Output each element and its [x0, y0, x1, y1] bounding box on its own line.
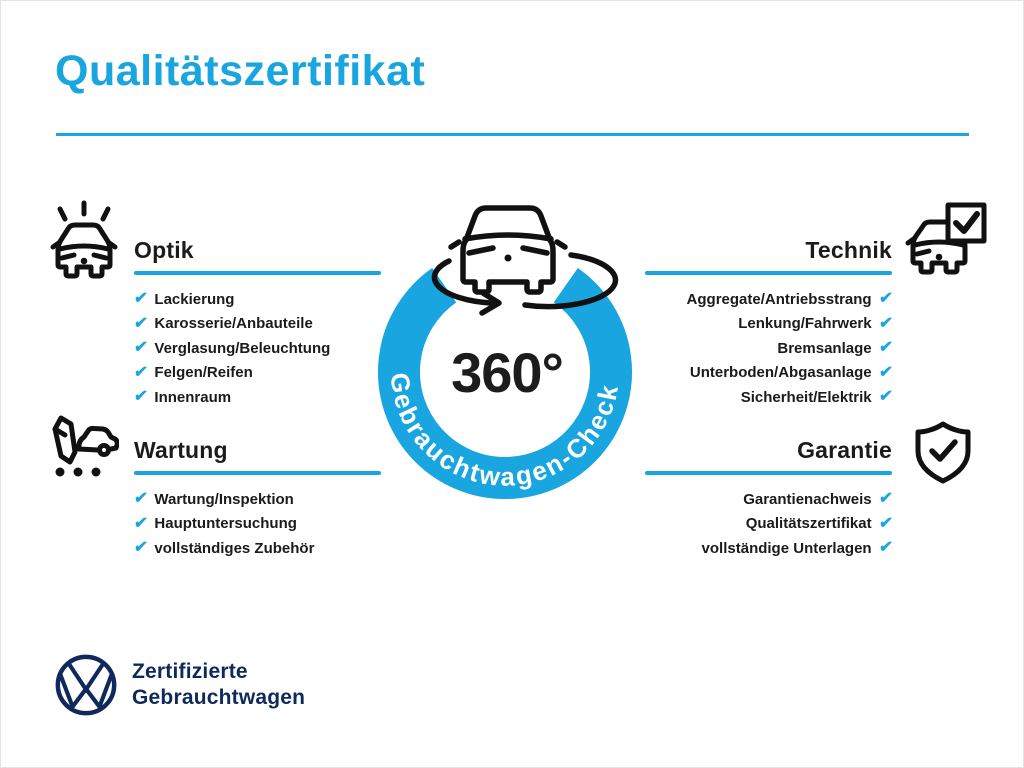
check-icon: ✔ [877, 290, 893, 308]
check-icon: ✔ [877, 514, 893, 532]
list-item-label: Unterboden/Abgasanlage [689, 364, 872, 382]
list-item-label: vollständige Unterlagen [701, 539, 872, 557]
list-item [645, 385, 892, 410]
section-underline [134, 271, 381, 275]
section-optik [134, 237, 381, 410]
list-item-label: Felgen/Reifen [154, 364, 253, 382]
section-garantie-title: Garantie [797, 437, 892, 463]
list-item-label: vollständiges Zubehör [154, 539, 315, 557]
ring-label: Gebrauchtwagen-Check [384, 371, 625, 493]
list-item-label: Sicherheit/Elektrik [740, 388, 872, 406]
list-item-label: Innenraum [154, 388, 232, 406]
list-item-label: Bremsanlage [777, 339, 872, 357]
list-item-label: Karosserie/Anbauteile [154, 315, 313, 333]
list-item-label: Lenkung/Fahrwerk [738, 315, 872, 333]
check-icon: ✔ [133, 388, 149, 406]
list-item [134, 287, 381, 312]
list-item [134, 385, 381, 410]
list-item-label: Qualitätszertifikat [745, 515, 872, 533]
check-icon: ✔ [133, 339, 149, 357]
list-item [134, 512, 381, 537]
check-icon: ✔ [877, 490, 893, 508]
check-icon: ✔ [133, 314, 149, 332]
wartung-checklist [134, 487, 381, 561]
optik-checklist [134, 287, 381, 410]
section-wartung [134, 437, 381, 561]
section-optik-title: Optik [134, 237, 194, 263]
list-item-label: Wartung/Inspektion [154, 490, 294, 508]
list-item [134, 312, 381, 337]
check-icon: ✔ [133, 539, 149, 557]
vw-logo [54, 653, 118, 717]
section-technik [645, 237, 892, 410]
list-item [645, 336, 892, 361]
list-item [645, 312, 892, 337]
list-item [645, 512, 892, 537]
list-item-label: Verglasung/Beleuchtung [154, 339, 331, 357]
section-underline [134, 471, 381, 475]
list-item [134, 536, 381, 561]
check-icon: ✔ [877, 339, 893, 357]
list-item-label: Garantienachweis [743, 490, 872, 508]
list-item [134, 336, 381, 361]
footer-brand [54, 653, 305, 717]
footer-text [132, 659, 305, 710]
page-title: Qualitätszertifikat [55, 47, 426, 95]
list-item-label: Hauptuntersuchung [154, 515, 297, 533]
section-garantie [645, 437, 892, 561]
list-item [645, 361, 892, 386]
garantie-checklist [645, 487, 892, 561]
technik-checklist [645, 287, 892, 410]
check-icon: ✔ [877, 314, 893, 332]
check-icon: ✔ [877, 539, 893, 557]
check-icon: ✔ [877, 388, 893, 406]
section-underline [645, 271, 892, 275]
section-underline [645, 471, 892, 475]
list-item-label: Lackierung [154, 290, 235, 308]
footer-line1: Zertifizierte [132, 660, 248, 684]
list-item-label: Aggregate/Antriebsstrang [686, 290, 872, 308]
car-checkbox-icon [904, 201, 990, 283]
degrees-label: 360° [451, 341, 563, 404]
check-icon: ✔ [133, 514, 149, 532]
list-item [134, 361, 381, 386]
car-shine-icon [45, 199, 123, 283]
shield-check-icon [909, 419, 977, 487]
section-technik-title: Technik [805, 237, 892, 263]
list-item [645, 287, 892, 312]
footer-line2: Gebrauchtwagen [132, 686, 306, 709]
section-wartung-title: Wartung [134, 437, 228, 463]
pencil-car-icon [45, 409, 119, 481]
check-icon: ✔ [877, 363, 893, 381]
list-item [134, 487, 381, 512]
list-item [645, 536, 892, 561]
list-item [645, 487, 892, 512]
check-icon: ✔ [133, 290, 149, 308]
check-icon: ✔ [133, 490, 149, 508]
check-icon: ✔ [133, 363, 149, 381]
